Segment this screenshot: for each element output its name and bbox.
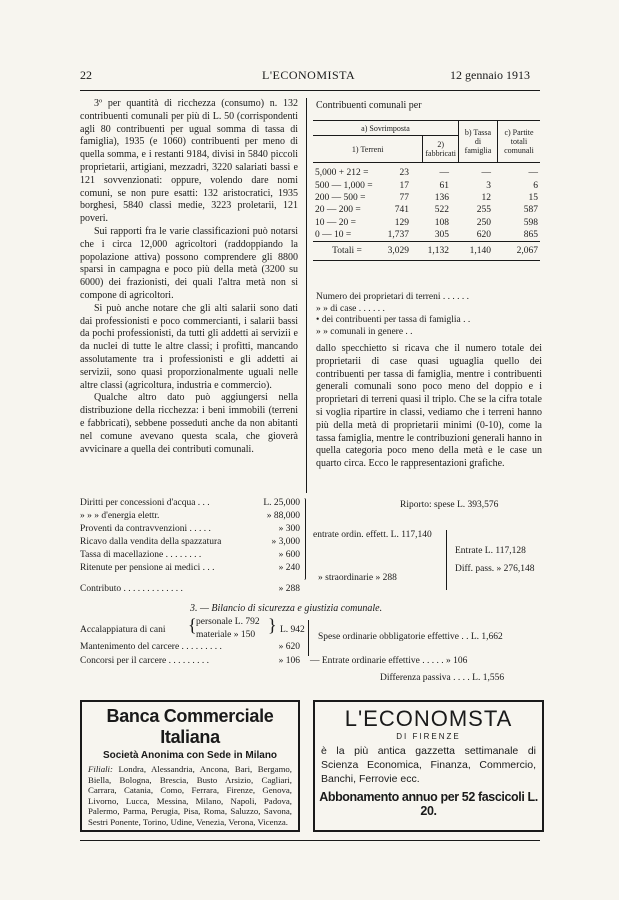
- ad-subtitle: DI FIRENZE: [396, 732, 461, 741]
- table-title: Contribuenti comunali per: [316, 100, 422, 111]
- page-number: 22: [80, 68, 92, 82]
- header-terreni: 1) Terreni: [313, 136, 423, 163]
- brace-right: [446, 530, 448, 590]
- section3-title: 3. — Bilancio di sicurezza e giustizia comunale.: [190, 603, 383, 614]
- paragraph: Si può anche notare che gli alti salarii sono dati dai professionisti e poco commercianti, i salarii bassi da pochi professionisti, da tutti gli addetti ai servizii e da nuclei di tutte le altre classi; i profitti, mancando assolutamente tra i professionisti e gli addetti ai servizii, sono quasi proporzionalmente uguali nelle altre classi (agricoltura, industria e commercio).: [80, 302, 298, 391]
- straordinarie: » straordinarie » 288: [318, 573, 397, 583]
- right-paragraph: [316, 343, 542, 471]
- note-line: » » di case . . . . . .: [316, 303, 385, 314]
- header-rule: [80, 90, 540, 91]
- table-row: 10 — 20 = 129 108 250 598: [315, 217, 538, 228]
- entrate-ordinarie: — Entrate ordinarie effettive . . . . . » 106: [310, 656, 468, 666]
- filiali-label: Filiali:: [88, 764, 113, 774]
- acc-materiale: materiale » 150: [196, 630, 256, 640]
- diff-pass: Diff. pass. » 276,148: [455, 564, 535, 574]
- paragraph: dallo specchietto si ricava che il numero totale dei proprietarii di case quasi uguaglia quello dei contribuenti per tassa di famiglia, mentre i contribuenti generali comunali sono poco meno del doppio e i proprietari di terreni quasi il triplo. Che se la cifra totale si voglia ripartire in classi, vediamo che i terreni hanno più della metà di proprietarii minimi (0-10), come la tassa famiglia, mentre le contribuzioni generali hanno in quella categoria poco meno della metà e le case un quarto circa. Ecco le rappresentazioni grafiche.: [316, 343, 542, 470]
- ledger-row: Ricavo dalla vendita della spazzatura » 3,000: [80, 537, 300, 547]
- ad-banca-commerciale: [80, 700, 300, 832]
- ad-subtitle: Società Anonima con Sede in Milano: [102, 750, 278, 761]
- header-fabbricati: 2) fabbricati: [423, 136, 459, 163]
- acc-total: L. 942: [280, 625, 305, 635]
- ledger-row: Diritti per concessioni d'acqua . . . L. 25,000: [80, 498, 300, 508]
- spese-ordinarie: Spese ordinarie obbligatorie effettive . . L. 1,662: [318, 632, 503, 642]
- note-line: • dei contribuenti per tassa di famiglia . .: [316, 315, 471, 325]
- table-row: 200 — 500 = 77 136 12 15: [315, 192, 538, 203]
- entrate-ordin: entrate ordin. effett. L. 117,140: [313, 530, 432, 540]
- table-row: 0 — 10 = 1,737 305 620 865: [315, 230, 538, 241]
- acc-personale: personale L. 792: [196, 617, 260, 627]
- left-column: [80, 98, 298, 456]
- note-line: Numero dei proprietari di terreni . . . . . .: [316, 292, 470, 302]
- ad-footer: Abbonamento annuo per 52 fascicoli L. 20.: [319, 790, 538, 818]
- differenza-passiva: Differenza passiva . . . . L. 1,556: [380, 673, 505, 683]
- ad-text: è la più antica gazzetta settimanale di Scienza Economica, Finanza, Commercio, Banchi, Ferrovie ecc.: [321, 745, 536, 785]
- brace-s3: [307, 620, 309, 656]
- note-line: » » comunali in genere . .: [316, 326, 413, 337]
- ad-economista: [313, 700, 544, 832]
- ledger-row: » » » d'energia elettr. » 88,000: [80, 511, 300, 521]
- paragraph: 3º per quantità di ricchezza (consumo) n. 132 contribuenti comunali per più di L. 50 (corrispondenti agli 80 contribuenti per ugual somma di tassa di famiglia), 1935 (e 1060) contribuenti per meno di quella somma, e i restanti 9184, divisi in 5840 piccoli proprietarii, artigiani, mezzadri, 3220 salariati bassi e 121 sovvenzionati: oppure, volendo dare nomi comuni, se non pure esatti: 132 aristocratici, 1935 borghesi, 5840 classi medie, 3223 proletarii, 121 poveri.: [80, 98, 298, 225]
- ledger-row: Proventi da contravvenzioni . . . . . » 300: [80, 524, 300, 534]
- ledger-row: Contributo . . . . . . . . . . . . . » 288: [80, 584, 300, 594]
- filiali-list: Londra, Alessandria, Ancona, Bari, Bergamo, Biella, Bologna, Brescia, Busto Arsizio, Cagliari, Carrara, Catania, Como, Ferrara, Firenze, Genova, Livorno, Lucca, Messina, Milano, Napoli, Padova, Palermo, Parma, Perugia, Pisa, Roma, Saluzzo, Savona, Sestri Ponente, Torino, Udine, Venezia, Verona, Vicenza.: [88, 764, 293, 827]
- brace-acc: {: [188, 615, 197, 635]
- ad-title: L'ECONOMSTA: [344, 706, 513, 731]
- header-sovrimposta: a) Sovrimposta: [313, 121, 459, 136]
- paragraph: Sui rapporti fra le varie classificazioni può notarsi che i circa 12,000 agricoltori (raddoppiando la popolazione attiva) possono comprendere gli 8800 sparsi in campagna e poco più della metà (3200 su 6000) dei frazionisti, dei quali l'altra metà non si compone di agricoltori.: [80, 225, 298, 301]
- paragraph: Qualche altro dato può aggiungersi nella distribuzione della ricchezza: i beni immobili (terreni e fabbricati), sebbene posseduti anche da non abitanti nel comune avevano questa scala, che gioverà avvicinare a quella dei contributi comunali.: [80, 392, 298, 455]
- ad-title: Banca Commerciale Italiana: [106, 706, 274, 747]
- ad-filiali: [82, 761, 298, 828]
- entrate-total: Entrate L. 117,128: [455, 546, 526, 556]
- table-row: 20 — 200 = 741 522 255 587: [315, 205, 538, 216]
- footer-rule: [80, 840, 540, 841]
- table-notes: [316, 292, 542, 338]
- ledger-row: Ritenute per pensione ai medici . . . » 240: [80, 563, 300, 573]
- ledger-row: Tassa di macellazione . . . . . . . . » 600: [80, 550, 300, 560]
- column-divider: [306, 98, 307, 493]
- header-famiglia: b) Tassa di famiglia: [459, 121, 498, 163]
- mantenimento-row: Mantenimento del carcere . . . . . . . . . » 620: [80, 642, 300, 652]
- concorsi-row: Concorsi per il carcere . . . . . . . . . » 106: [80, 656, 300, 666]
- acc-label: Accalappiatura di cani: [80, 625, 166, 635]
- table-row: 500 — 1,000 = 17 61 3 6: [315, 180, 538, 191]
- header-totali: c) Partite totali comunali: [504, 128, 534, 155]
- brace-left: [304, 498, 306, 580]
- issue-date: 12 gennaio 1913: [450, 68, 530, 82]
- riporto: Riporto: spese L. 393,576: [400, 500, 499, 510]
- journal-title: L'ECONOMISTA: [262, 68, 356, 82]
- table-row: 5,000 + 212 = 23 — — —: [315, 168, 538, 179]
- brace-acc-close: }: [268, 615, 277, 635]
- totals-row: Totali = 3,029 1,132 1,140 2,067: [313, 242, 540, 261]
- contribuenti-table: [313, 120, 540, 261]
- ledger-left: [80, 497, 300, 596]
